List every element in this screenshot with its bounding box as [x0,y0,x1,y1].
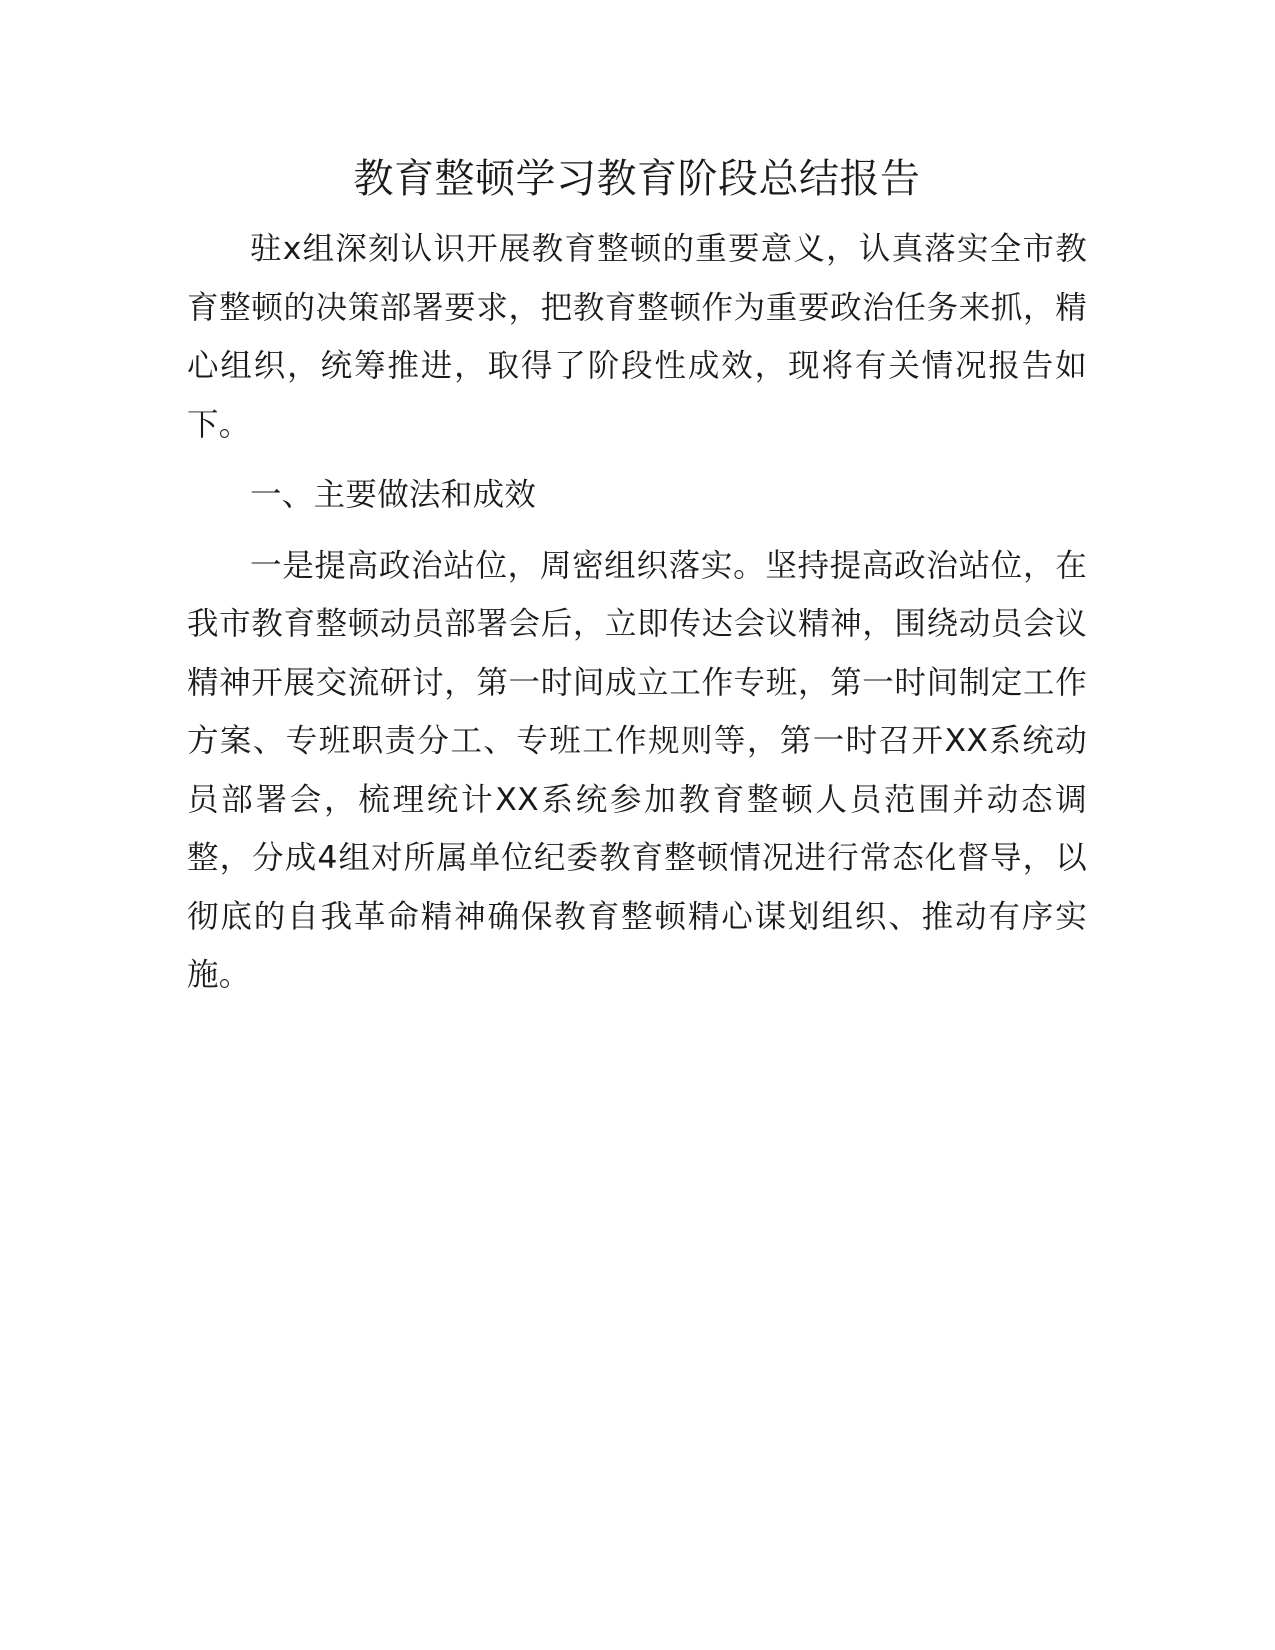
section-heading: 一、主要做法和成效 [250,477,537,513]
document-title: 教育整顿学习教育阶段总结报告 [353,156,921,202]
document-body [187,148,1087,1017]
intro-paragraph: 驻x组深刻认识开展教育整顿的重要意义，认真落实全市教育整顿的决策部署要求，把教育整顿作为重要政治任务来抓，精心组织，统筹推进，取得了阶段性成效，现将有关情况报告如下。 [187,231,1087,443]
section-paragraph: 一是提高政治站位，周密组织落实。坚持提高政治站位，在我市教育整顿动员部署会后，立即传达会议精神，围绕动员会议精神开展交流研讨，第一时间成立工作专班，第一时间制定工作方案、专班职责分工、专班工作规则等，第一时召开XX系统动员部署会，梳理统计XX系统参加教育整顿人员范围并动态调整，分成4组对所属单位纪委教育整顿情况进行常态化督导，以彻底的自我革命精神确保教育整顿精心谋划组织、推动有序实施。 [187,547,1087,993]
